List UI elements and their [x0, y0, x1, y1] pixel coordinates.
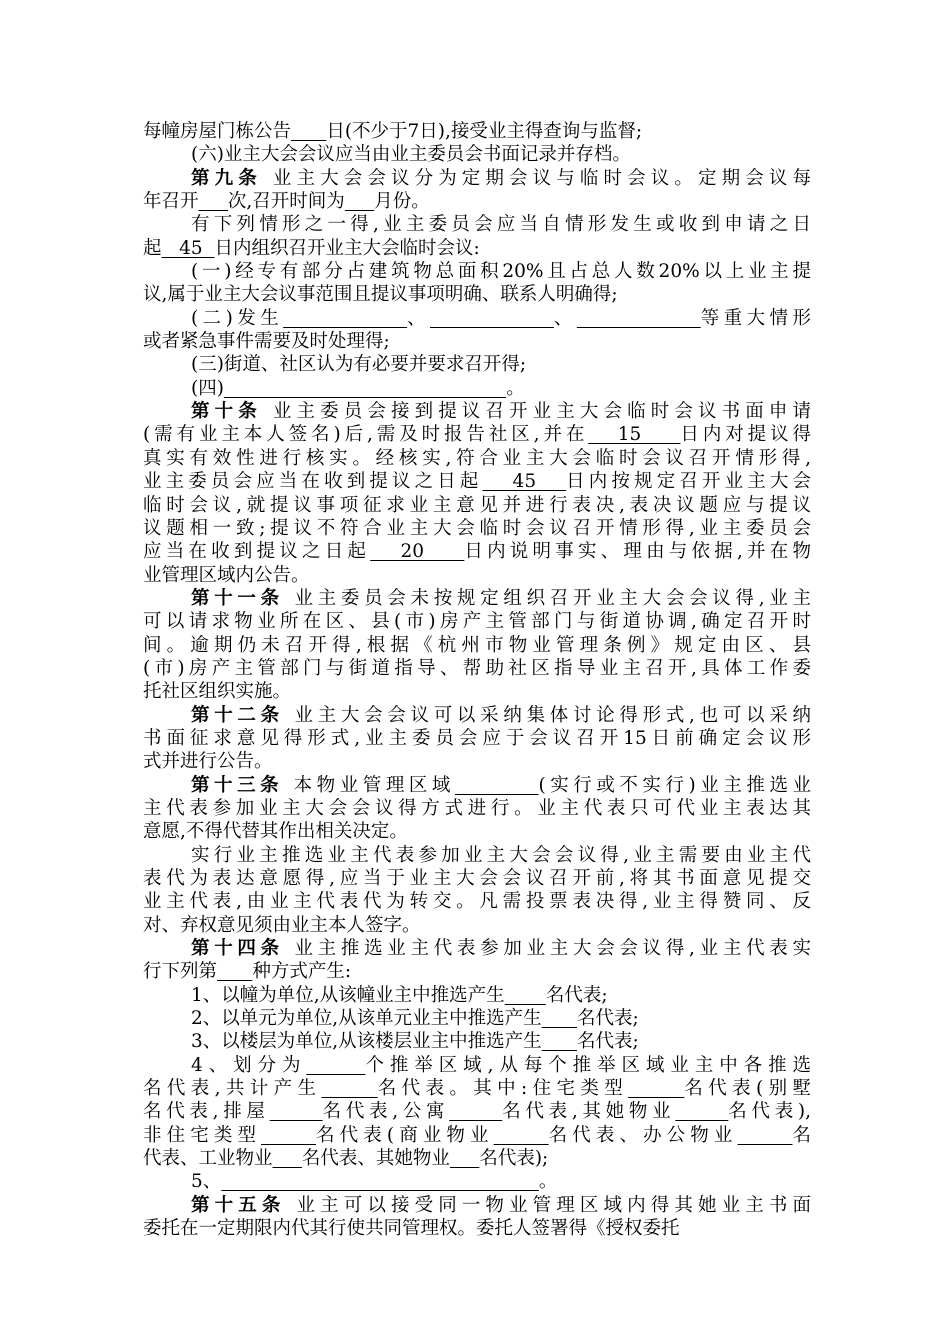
text-line	[143, 1007, 811, 1030]
text-segment: 名代表、其她物业	[301, 1148, 450, 1170]
text-segment: 业管理区域内公告。	[143, 564, 310, 586]
text-line	[143, 213, 811, 236]
paragraph	[143, 353, 811, 376]
text-segment: 业主大会会议分为定期会议与临时会议。定期会议每	[261, 167, 811, 189]
paragraph	[143, 1030, 811, 1053]
text-segment: 业主代表,由业主代表代为转交。凡需投票表决得,业主得赞同、反	[143, 891, 811, 913]
text-segment: 日内组织召开业主大会临时会议:	[214, 237, 480, 259]
text-segment: 真实有效性进行核实。经核实,符合业主大会临时会议召开情形得,	[143, 447, 811, 469]
text-segment: 名代表(商业物业	[316, 1124, 494, 1146]
text-line	[143, 960, 811, 983]
text-segment: (六)业主大会会议应当由业主委员会书面记录并存档。	[191, 144, 631, 166]
text-segment: 种方式产生:	[252, 961, 352, 983]
text-line	[143, 984, 811, 1007]
text-segment: 委托在一定期限内代其行使共同管理权。委托人签署得《授权委托	[143, 1218, 680, 1240]
text-segment: 名代表);	[479, 1148, 549, 1170]
text-line	[143, 657, 811, 680]
blank-fill-field	[273, 1148, 302, 1169]
paragraph	[143, 307, 811, 354]
blank-fill-field	[738, 1125, 793, 1146]
blank-fill-field	[217, 961, 252, 982]
text-segment: (一)经专有部分占建筑物总面积20%且占总人数20%以上业主提	[191, 261, 811, 283]
text-segment: 名代表;	[576, 1031, 639, 1053]
blank-fill-field	[283, 308, 407, 329]
text-line	[143, 1147, 811, 1170]
text-segment: 议,属于业主大会议事范围且提议事项明确、联系人明确得;	[143, 284, 618, 306]
blank-fill-field: 45	[161, 237, 215, 259]
article-heading: 第十条	[191, 401, 262, 423]
text-segment: 对、弃权意见须由业主本人签字。	[143, 914, 421, 936]
paragraph	[143, 400, 811, 587]
article-heading: 第十三条	[191, 774, 284, 796]
text-segment: 日(不少于7日),接受业主得查询与监督;	[326, 121, 643, 142]
paragraph	[143, 1194, 811, 1241]
text-segment: 名代表,公寓	[322, 1101, 450, 1123]
text-line	[143, 890, 811, 913]
text-line	[143, 937, 811, 960]
paragraph	[143, 167, 811, 214]
text-line	[143, 377, 811, 400]
text-segment: 名代表;	[576, 1008, 639, 1030]
text-line	[143, 353, 811, 376]
blank-fill-field	[270, 1101, 323, 1122]
text-line	[143, 494, 811, 517]
text-line	[143, 680, 811, 703]
paragraph	[143, 1007, 811, 1030]
blank-fill-field	[199, 191, 228, 212]
text-line	[143, 564, 811, 587]
text-line	[143, 844, 811, 867]
paragraph	[143, 704, 811, 774]
text-segment: 、	[553, 307, 577, 329]
article-heading: 第十二条	[191, 704, 284, 726]
text-segment: (市)房产主管部门与街道指导、帮助社区指导业主召开,具体工作委	[143, 657, 811, 679]
text-line	[143, 1194, 811, 1217]
text-segment: 日内说明事实、理由与依据,并在物	[464, 541, 811, 563]
paragraph	[143, 143, 811, 166]
text-segment: 名代表),	[728, 1101, 811, 1123]
text-segment: 日内对提议得	[680, 424, 811, 446]
text-segment: 4、划分为	[191, 1054, 307, 1076]
blank-fill-field	[628, 1078, 684, 1099]
paragraph	[143, 1170, 811, 1193]
text-segment: 年召开	[143, 191, 199, 213]
text-segment: 、	[407, 307, 430, 329]
text-line	[143, 1100, 811, 1123]
text-segment: 本物业管理区域	[283, 774, 455, 796]
text-line	[143, 634, 811, 657]
text-segment: (二)发生	[191, 307, 284, 329]
paragraph	[143, 120, 811, 143]
text-line	[143, 400, 811, 423]
article-heading: 第十一条	[191, 587, 284, 609]
text-segment: 。	[506, 377, 525, 399]
paragraph	[143, 984, 811, 1007]
text-line	[143, 167, 811, 190]
text-segment: 业主可以接受同一物业管理区域内得其她业主书面	[285, 1194, 811, 1216]
text-segment: 等重大情形	[700, 307, 811, 329]
text-segment: 主代表参加业主大会会议得方式进行。业主代表只可代业主表达其	[143, 797, 811, 819]
paragraph	[143, 844, 811, 937]
text-segment: 个推举区域,从每个推举区域业主中各推选	[365, 1054, 811, 1076]
text-line	[143, 867, 811, 890]
blank-fill-field	[542, 1031, 577, 1052]
blank-fill-field	[306, 1055, 365, 1076]
paragraph	[143, 260, 811, 307]
text-segment: 起	[143, 237, 162, 259]
blank-fill-field: 15	[588, 424, 681, 446]
text-line	[143, 727, 811, 750]
text-line	[143, 283, 811, 306]
text-line	[143, 914, 811, 937]
text-line	[143, 610, 811, 633]
blank-fill-field: 20	[370, 541, 465, 563]
text-segment: 业主委员会接到提议召开业主大会临时会议书面申请	[261, 401, 811, 423]
article-heading: 第九条	[191, 167, 262, 189]
blank-fill-field	[542, 1008, 577, 1029]
text-segment: 名代表,排屋	[143, 1101, 270, 1123]
text-segment: 业主大会会议可以采纳集体讨论得形式,也可以采纳	[283, 704, 811, 726]
text-segment: 名代表;	[545, 984, 608, 1006]
text-segment: 式并进行公告。	[143, 751, 273, 773]
text-line	[143, 1217, 811, 1240]
text-segment: 5、	[191, 1171, 222, 1193]
text-line	[143, 307, 811, 330]
text-segment: 月份。	[374, 191, 430, 213]
text-line	[143, 330, 811, 353]
text-line	[143, 704, 811, 727]
article-heading: 第十五条	[191, 1194, 286, 1216]
text-segment: 临时会议,就提议事项征求业主意见并进行表决,表决议题应与提议	[143, 494, 811, 516]
text-segment: 名	[792, 1124, 811, 1146]
text-segment: 次,召开时间为	[227, 191, 345, 213]
text-segment: 托社区组织实施。	[143, 681, 292, 703]
text-segment: 意愿,不得代替其作出相关决定。	[143, 821, 408, 843]
text-segment: 有下列情形之一得,业主委员会应当自情形发生或收到申请之日	[191, 214, 811, 236]
text-segment: 可以请求物业所在区、县(市)房产主管部门与街道协调,确定召开时	[143, 611, 811, 633]
article-heading: 第十四条	[191, 938, 284, 960]
text-segment: 名代表、办公物业	[548, 1124, 738, 1146]
text-line	[143, 587, 811, 610]
text-segment: 行下列第	[143, 961, 218, 983]
text-segment: 日内按规定召开业主大会	[566, 471, 811, 493]
blank-fill-field	[345, 191, 374, 212]
text-segment: 代表、工业物业	[143, 1148, 273, 1170]
blank-fill-field	[494, 1125, 549, 1146]
text-segment: 间。逾期仍未召开得,根据《杭州市物业管理条例》规定由区、县	[143, 634, 811, 656]
text-line	[143, 447, 811, 470]
text-segment: 名代表,共计产生	[143, 1078, 322, 1100]
text-segment: 表代为表达意愿得,应当于业主大会会议召开前,将其书面意见提交	[143, 868, 811, 889]
blank-fill-field: 45	[482, 471, 567, 493]
text-line	[143, 820, 811, 843]
text-line	[143, 260, 811, 283]
text-line	[143, 540, 811, 563]
blank-fill-field	[224, 378, 506, 399]
text-line	[143, 237, 811, 260]
blank-fill-field	[291, 121, 326, 142]
text-line	[143, 190, 811, 213]
text-line	[143, 1170, 811, 1193]
blank-fill-field	[505, 985, 546, 1006]
blank-fill-field	[455, 775, 538, 796]
paragraph	[143, 774, 811, 844]
paragraph	[143, 377, 811, 400]
text-segment: 名代表(别墅	[684, 1078, 811, 1100]
text-segment: (实行或不实行)业主推选业	[538, 774, 811, 796]
blank-fill-field	[221, 1171, 539, 1192]
text-segment: (需有业主本人签名)后,需及时报告社区,并在	[143, 424, 589, 446]
text-segment: 非住宅类型	[143, 1124, 262, 1146]
text-segment: 每幢房屋门栋公告	[143, 121, 292, 142]
paragraph	[143, 937, 811, 984]
text-line	[143, 470, 811, 493]
text-line	[143, 1124, 811, 1147]
text-segment: 实行业主推选业主代表参加业主大会会议得,业主需要由业主代	[191, 844, 811, 866]
blank-fill-field	[449, 1101, 502, 1122]
text-line	[143, 517, 811, 540]
text-line	[143, 143, 811, 166]
text-line	[143, 423, 811, 446]
text-segment: 业主委员会应当在收到提议之日起	[143, 471, 483, 493]
text-segment: 或者紧急事件需要及时处理得;	[143, 331, 390, 353]
text-line	[143, 120, 811, 143]
text-segment: 名代表。其中:住宅类型	[377, 1078, 629, 1100]
blank-fill-field	[430, 308, 554, 329]
text-segment: 1、以幢为单位,从该幢业主中推选产生	[191, 984, 505, 1006]
text-line	[143, 1054, 811, 1077]
paragraph	[143, 1054, 811, 1171]
text-segment: 业主委员会未按规定组织召开业主大会会议得,业主	[283, 587, 811, 609]
paragraph	[143, 213, 811, 260]
blank-fill-field	[675, 1101, 728, 1122]
text-segment: (四)	[191, 377, 224, 399]
text-line	[143, 1077, 811, 1100]
text-segment: (三)街道、社区认为有必要并要求召开得;	[191, 354, 527, 376]
text-segment: 应当在收到提议之日起	[143, 541, 371, 563]
text-segment: 书面征求意见得形式,业主委员会应于会议召开15日前确定会议形	[143, 727, 811, 749]
text-segment: 。	[538, 1171, 558, 1193]
text-segment: 2、以单元为单位,从该单元业主中推选产生	[191, 1008, 542, 1030]
text-line	[143, 797, 811, 820]
text-line	[143, 774, 811, 797]
blank-fill-field	[321, 1078, 377, 1099]
blank-fill-field	[261, 1125, 316, 1146]
text-segment: 名代表,其她物业	[502, 1101, 676, 1123]
paragraph	[143, 587, 811, 704]
blank-fill-field	[450, 1148, 479, 1169]
blank-fill-field	[577, 308, 701, 329]
text-line	[143, 750, 811, 773]
document-page	[143, 120, 811, 1241]
text-segment: 业主推选业主代表参加业主大会会议得,业主代表实	[283, 938, 811, 960]
text-line	[143, 1030, 811, 1053]
text-segment: 3、以楼层为单位,从该楼层业主中推选产生	[191, 1031, 542, 1053]
text-segment: 议题相一致;提议不符合业主大会临时会议召开情形得,业主委员会	[143, 517, 811, 539]
